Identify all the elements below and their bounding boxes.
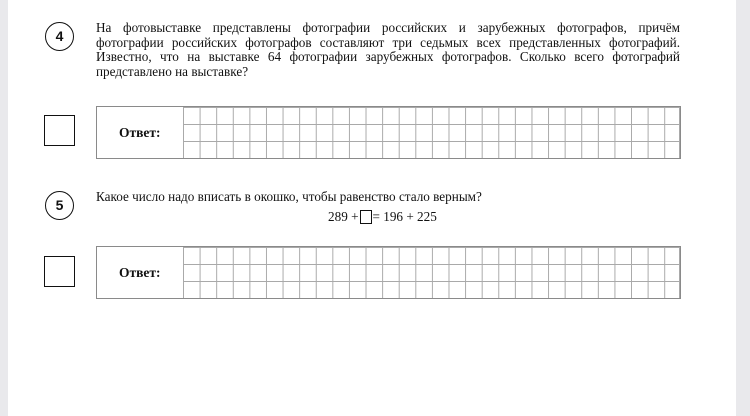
task-4-checkbox[interactable] bbox=[44, 115, 75, 146]
task-5-answer-grid[interactable] bbox=[183, 247, 680, 298]
task-4-number: 4 bbox=[45, 22, 74, 51]
task-5-text: Какое число надо вписать в окошко, чтобы равенство стало верным? bbox=[96, 189, 482, 204]
equation-blank-box[interactable] bbox=[360, 210, 372, 224]
task-5-checkbox[interactable] bbox=[44, 256, 75, 287]
task-4-answer-grid[interactable] bbox=[183, 107, 680, 158]
equation-right: = 196 + 225 bbox=[372, 209, 437, 224]
task-5-answer-label: Ответ: bbox=[119, 265, 161, 280]
equation-left: 289 + bbox=[328, 209, 359, 224]
task-4-answer-box bbox=[96, 106, 681, 159]
task-4-text: На фотовыставке представлены фотографии российских и зарубежных фотографов, причём фотографии российских фотографов составляют три седьмых всех представленных фотографий. Известно, что на выставке 64 фотографии зарубежных фотографов. Сколько всего фотографий представлено на выставке? bbox=[96, 20, 680, 79]
worksheet-page bbox=[8, 0, 736, 416]
task-4-answer-label: Ответ: bbox=[119, 125, 161, 140]
task-5-number: 5 bbox=[45, 191, 74, 220]
task-5-answer-box bbox=[96, 246, 681, 299]
task-5-equation bbox=[328, 209, 437, 225]
